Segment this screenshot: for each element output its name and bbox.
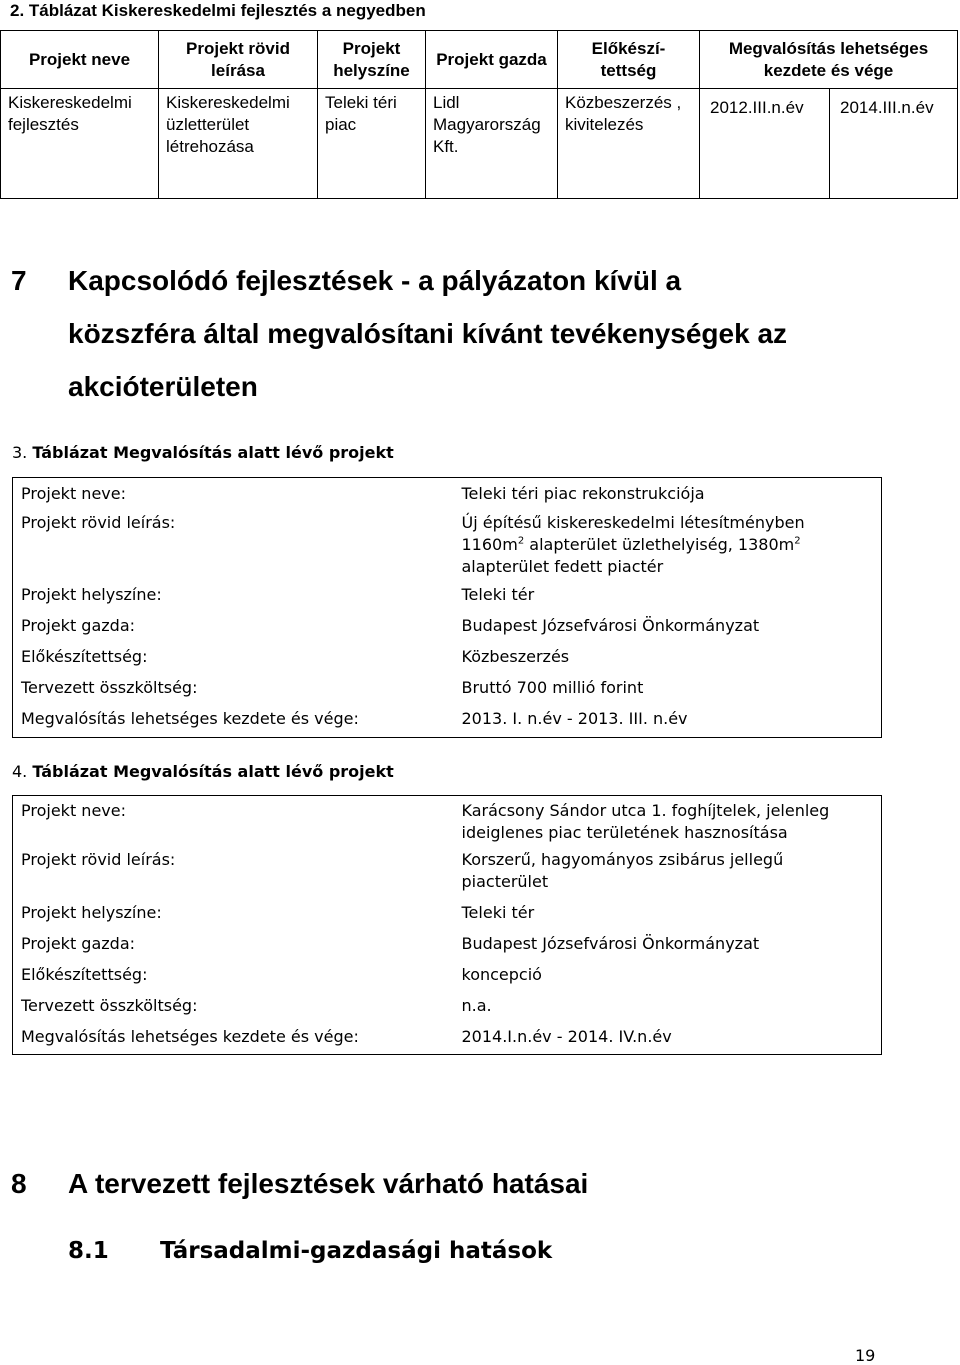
row-value-line: Karácsony Sándor utca 1. foghíjtelek, jelenleg xyxy=(461,801,830,820)
row-key: Projekt rövid leírás: xyxy=(21,849,176,869)
col-header-desc: Projekt rövid leírása xyxy=(159,31,318,89)
section81-number: 8.1 xyxy=(68,1238,109,1264)
cell-start: 2012.III.n.év xyxy=(700,89,830,199)
row-value xyxy=(456,796,882,849)
section7-number: 7 xyxy=(11,265,27,296)
cell-name: Kiskereskedelmi fejlesztés xyxy=(1,89,159,199)
table-row xyxy=(13,1026,882,1055)
table-row xyxy=(13,849,882,902)
row-value: Budapest Józsefvárosi Önkormányzat xyxy=(461,615,760,635)
page-number: 19 xyxy=(855,1346,876,1365)
table4-caption xyxy=(12,762,394,781)
row-value-line: Új építésű kiskereskedelmi létesítményben xyxy=(461,512,805,532)
table3-caption xyxy=(12,443,394,462)
table2-caption: 2. Táblázat Kiskereskedelmi fejlesztés a negyedben xyxy=(10,1,426,20)
row-value xyxy=(456,849,882,902)
row-value: Közbeszerzés xyxy=(461,646,570,666)
cell-prep: Közbeszerzés , kivitelezés xyxy=(558,89,700,199)
row-value-line: ideiglenes piac területének hasznosítása xyxy=(461,823,788,842)
row-key: Megvalósítás lehetséges kezdete és vége: xyxy=(21,1026,359,1046)
superscript: 2 xyxy=(517,535,525,547)
table4-caption-text: Táblázat Megvalósítás alatt lévő projekt xyxy=(32,762,394,781)
row-value: Bruttó 700 millió forint xyxy=(461,677,644,697)
row-value: koncepció xyxy=(461,964,542,984)
table-row xyxy=(13,677,882,708)
table2 xyxy=(0,30,958,199)
row-key: Megvalósítás lehetséges kezdete és vége: xyxy=(21,708,359,728)
row-value: n.a. xyxy=(461,995,492,1015)
table4-caption-num: 4. xyxy=(12,762,28,781)
table-row xyxy=(13,646,882,677)
cell-end: 2014.III.n.év xyxy=(830,89,958,199)
table4 xyxy=(12,795,882,1055)
row-value: Teleki téri piac rekonstrukciója xyxy=(461,484,705,503)
row-key: Tervezett összköltség: xyxy=(21,677,198,697)
value-part: alapterület üzlethelyiség, 1380m xyxy=(524,534,795,554)
section7-line3: akcióterületen xyxy=(68,371,258,402)
cell-place: Teleki téri piac xyxy=(318,89,426,199)
table-row xyxy=(13,995,882,1026)
col-header-name: Projekt neve xyxy=(1,31,159,89)
row-value: 2013. I. n.év - 2013. III. n.év xyxy=(461,708,688,728)
section7-line1: Kapcsolódó fejlesztések - a pályázaton kívül a xyxy=(68,265,682,296)
table-row xyxy=(13,584,882,615)
row-value-line: piacterület xyxy=(461,871,549,891)
row-key: Projekt neve: xyxy=(21,801,126,820)
table-row xyxy=(13,615,882,646)
section7-heading xyxy=(0,254,960,414)
superscript: 2 xyxy=(794,535,801,547)
table3 xyxy=(12,477,882,738)
row-key: Előkészítettség: xyxy=(21,964,148,984)
row-value xyxy=(456,508,882,584)
row-value-line: Korszerű, hagyományos zsibárus jellegű xyxy=(461,849,784,869)
row-value: Teleki tér xyxy=(461,584,535,604)
table-row xyxy=(13,933,882,964)
value-part: 1160m xyxy=(461,534,518,554)
row-key: Projekt neve: xyxy=(21,484,126,503)
table-row xyxy=(13,508,882,584)
row-key: Projekt helyszíne: xyxy=(21,584,162,604)
row-key: Projekt gazda: xyxy=(21,933,136,953)
col-header-place: Projekt helyszíne xyxy=(318,31,426,89)
section8-heading xyxy=(0,1157,960,1210)
row-value: Teleki tér xyxy=(461,902,535,922)
table3-caption-text: Táblázat Megvalósítás alatt lévő projekt xyxy=(32,443,394,462)
table-row xyxy=(13,964,882,995)
col-header-dates: Megvalósítás lehetséges kezdete és vége xyxy=(700,31,958,89)
table3-caption-num: 3. xyxy=(12,443,28,462)
cell-desc: Kiskereskedelmi üzletterület létrehozása xyxy=(159,89,318,199)
row-key: Projekt helyszíne: xyxy=(21,902,162,922)
row-value-line xyxy=(462,534,882,556)
row-value-line: alapterület fedett piactér xyxy=(461,556,664,576)
table-row xyxy=(13,478,882,508)
row-key: Projekt gazda: xyxy=(21,615,136,635)
row-key: Tervezett összköltség: xyxy=(21,995,198,1015)
row-key: Projekt rövid leírás: xyxy=(21,512,176,532)
table-row xyxy=(13,708,882,738)
table-row xyxy=(1,89,958,199)
col-header-owner: Projekt gazda xyxy=(426,31,558,89)
section8-number: 8 xyxy=(11,1168,27,1199)
section81-title: Társadalmi-gazdasági hatások xyxy=(160,1238,553,1264)
col-header-prep: Előkészí-tettség xyxy=(558,31,700,89)
section7-line2: közszféra által megvalósítani kívánt tevékenységek az xyxy=(68,318,788,349)
table-row xyxy=(13,796,882,849)
table-row xyxy=(13,902,882,933)
row-value: 2014.I.n.év - 2014. IV.n.év xyxy=(461,1026,672,1046)
row-key: Előkészítettség: xyxy=(21,646,148,666)
section8-title: A tervezett fejlesztések várható hatásai xyxy=(68,1168,589,1199)
row-value: Budapest Józsefvárosi Önkormányzat xyxy=(461,933,760,953)
cell-owner: Lidl Magyarország Kft. xyxy=(426,89,558,199)
